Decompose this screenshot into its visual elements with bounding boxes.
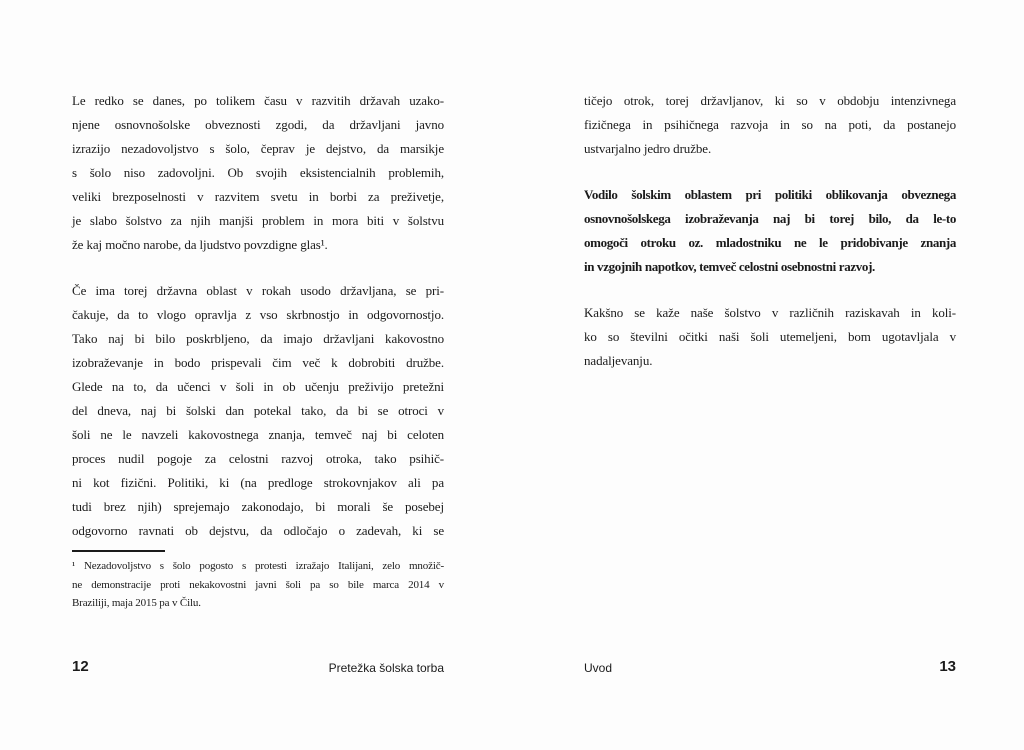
text-line: čakuje, da to vlogo opravlja z vso skrbnostjo in odgovornostjo.: [72, 307, 444, 322]
text-line: Glede na to, da učenci v šoli in ob učenju preživijo pretežni: [72, 379, 444, 394]
text-line: tičejo otrok, torej državljanov, ki so v obdobju intenzivnega: [584, 93, 956, 108]
page-number-left: 12: [72, 658, 89, 675]
text-line: s šolo niso zadovoljni. Ob svojih eksistencialnih problemih,: [72, 165, 444, 180]
text-line: Braziliji, maja 2015 pa v Čilu.: [72, 597, 201, 609]
text-line: del dneva, naj bi šolski dan potekal tako, da bi se otroci v: [72, 403, 444, 418]
text-line: ni kot fizični. Politiki, ki (na predloge strokovnjakov ali pa: [72, 475, 444, 490]
text-line: Tako naj bi bilo poskrbljeno, da imajo državljani kakovostno: [72, 331, 444, 346]
text-line: tudi brez njih) sprejemajo zakonodajo, bi morali še posebej: [72, 499, 444, 514]
paragraph: [72, 89, 444, 257]
left-page-footer: [0, 656, 512, 678]
footnote-block: [72, 550, 444, 613]
footnote-text: [72, 557, 444, 613]
paragraph: [584, 301, 956, 373]
text-line: Kakšno se kaže naše šolstvo v različnih raziskavah in koli-: [584, 305, 956, 320]
left-page-text-column: [72, 89, 444, 565]
text-line: odgovorno ravnati ob dejstvu, da odločajo o zadevah, ki se: [72, 523, 444, 538]
running-title-left: Pretežka šolska torba: [328, 661, 444, 675]
text-line: in vzgojnih napotkov, temveč celostni osebnostni razvoj.: [584, 259, 875, 274]
text-line: je slabo šolstvo za njih manjši problem in mora biti v šolstvu: [72, 213, 444, 228]
text-line: proces nudil pogoje za celostni razvoj otroka, tako psihič-: [72, 451, 444, 466]
text-line: veliki brezposelnosti v razvitem svetu in borbi za preživetje,: [72, 189, 444, 204]
text-line: ko so številni očitki naši šoli utemeljeni, bom ugotavljala v: [584, 329, 956, 344]
right-page-text-column: [584, 89, 956, 395]
paragraph: [72, 279, 444, 543]
text-line: že kaj močno narobe, da ljudstvo povzdigne glas¹.: [72, 237, 328, 252]
paragraph: [584, 89, 956, 161]
page-number-right: 13: [939, 658, 956, 675]
text-line: Le redko se danes, po tolikem času v razvitih državah uzako-: [72, 93, 444, 108]
text-line: fizičnega in psihičnega razvoja in so na poti, da postanejo: [584, 117, 956, 132]
paragraph: [72, 557, 444, 613]
text-line: Vodilo šolskim oblastem pri politiki oblikovanja obveznega: [584, 187, 956, 202]
text-line: ¹ Nezadovoljstvo s šolo pogosto s protesti izražajo Italijani, zelo množič-: [72, 560, 444, 572]
text-line: izrazijo nezadovoljstvo s šolo, čeprav je dejstvo, da marsikje: [72, 141, 444, 156]
footnote-rule: [72, 550, 165, 552]
paragraph: [584, 183, 956, 279]
text-line: izobraževanje in bodo prispevali čim več k dobrobiti družbe.: [72, 355, 444, 370]
text-line: ne demonstracije proti nekakovostni javni šoli pa so bile marca 2014 v: [72, 578, 444, 591]
right-page: [512, 0, 1024, 750]
text-line: nadaljevanju.: [584, 353, 653, 368]
running-title-right: Uvod: [584, 661, 613, 675]
text-line: šoli ne le navzeli kakovostnega znanja, temveč naj bi celoten: [72, 427, 444, 442]
text-line: osnovnošolskega izobraževanja naj bi torej bilo, da le-to: [584, 211, 956, 226]
text-line: omogoči otroku oz. mladostniku ne le pridobivanje znanja: [584, 235, 956, 250]
text-line: ustvarjalno jedro družbe.: [584, 141, 712, 156]
text-line: njene osnovnošolske obveznosti zgodi, da državljani javno: [72, 117, 444, 132]
text-line: Če ima torej državna oblast v rokah usodo državljana, se pri-: [72, 283, 444, 298]
right-page-footer: [512, 656, 1024, 678]
